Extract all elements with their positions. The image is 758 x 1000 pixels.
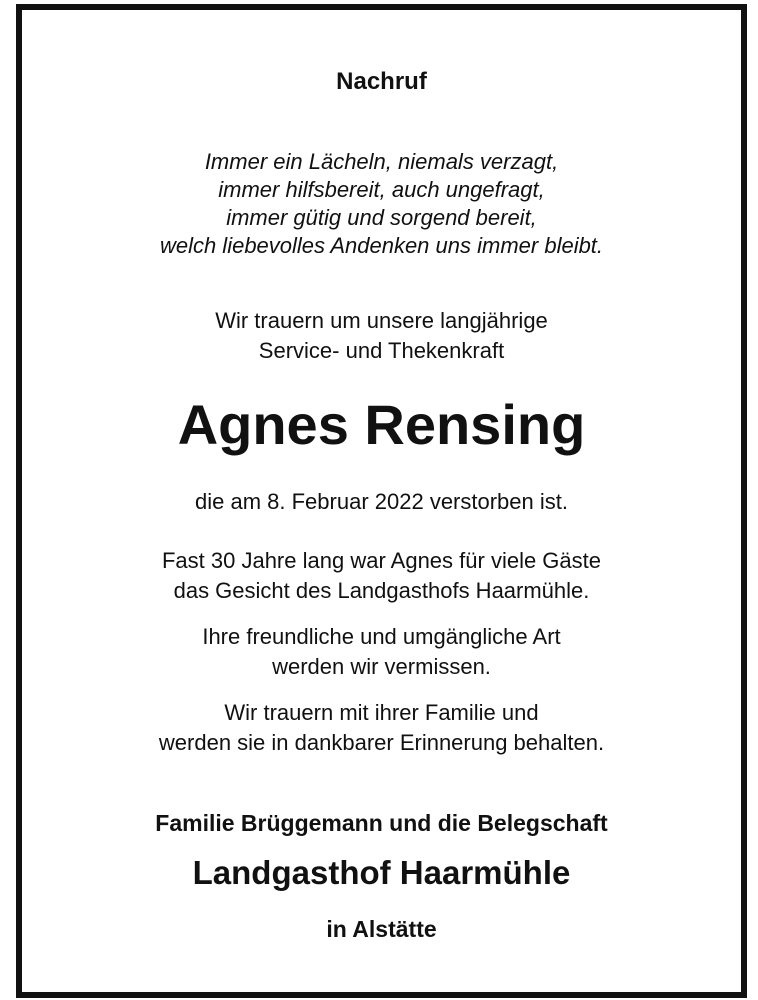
poem-line: welch liebevolles Andenken uns immer bleibt. bbox=[159, 233, 604, 258]
notice-border-frame bbox=[16, 4, 747, 998]
paragraph-line: Ihre freundliche und umgängliche Art bbox=[202, 624, 561, 649]
signature-company: Landgasthof Haarmühle bbox=[192, 854, 571, 891]
paragraph-line: werden sie in dankbarer Erinnerung behalten. bbox=[158, 730, 605, 755]
poem-line: Immer ein Lächeln, niemals verzagt, bbox=[204, 149, 559, 174]
signature-location: in Alstätte bbox=[326, 916, 437, 942]
death-date-line: die am 8. Februar 2022 verstorben ist. bbox=[195, 489, 568, 514]
poem-line: immer hilfsbereit, auch ungefragt, bbox=[218, 177, 545, 202]
poem-line: immer gütig und sorgend bereit, bbox=[226, 205, 537, 230]
paragraph-line: das Gesicht des Landgasthofs Haarmühle. bbox=[173, 578, 590, 603]
notice-heading: Nachruf bbox=[336, 68, 427, 95]
signature-family: Familie Brüggemann und die Belegschaft bbox=[155, 810, 608, 836]
intro-line: Service- und Thekenkraft bbox=[258, 338, 505, 363]
deceased-name: Agnes Rensing bbox=[177, 393, 586, 456]
paragraph-line: werden wir vermissen. bbox=[272, 654, 491, 679]
paragraph-line: Wir trauern mit ihrer Familie und bbox=[224, 700, 539, 725]
intro-line: Wir trauern um unsere langjährige bbox=[215, 308, 548, 333]
paragraph-line: Fast 30 Jahre lang war Agnes für viele Gäste bbox=[161, 548, 601, 573]
